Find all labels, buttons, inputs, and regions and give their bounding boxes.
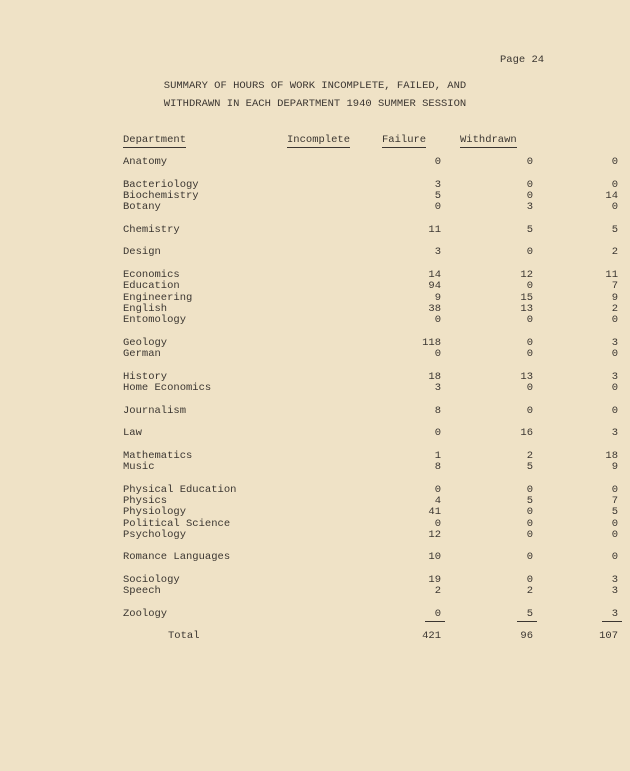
withdrawn-value: 9 — [611, 291, 618, 304]
failure-value: 0 — [526, 551, 533, 564]
department-name: Psychology — [123, 528, 187, 541]
withdrawn-value: 0 — [611, 404, 618, 417]
department-group — [123, 336, 618, 361]
failure-value: 0 — [526, 404, 533, 417]
table-row — [123, 461, 618, 474]
failure-value: 96 — [520, 630, 533, 643]
table-row — [123, 201, 618, 214]
failure-value: 16 — [520, 427, 533, 440]
department-name: German — [123, 348, 161, 361]
department-group — [123, 370, 618, 395]
withdrawn-value: 3 — [611, 336, 618, 349]
withdrawn-value: 3 — [611, 370, 618, 383]
header-department: Department — [123, 134, 187, 146]
incomplete-value: 0 — [434, 607, 441, 620]
withdrawn-value: 107 — [599, 630, 618, 643]
table-row — [123, 381, 618, 394]
incomplete-value: 4 — [434, 494, 441, 507]
table-row — [123, 483, 618, 496]
incomplete-value: 3 — [434, 381, 441, 394]
incomplete-value: 1 — [434, 449, 441, 462]
department-group — [123, 178, 618, 214]
table-row — [123, 528, 618, 541]
failure-value: 0 — [526, 246, 533, 259]
incomplete-value: 9 — [434, 291, 441, 304]
table-row — [123, 246, 618, 259]
table-row — [123, 280, 618, 293]
failure-value: 15 — [520, 291, 533, 304]
withdrawn-value: 0 — [611, 483, 618, 496]
department-name: Anatomy — [123, 156, 168, 168]
failure-value: 0 — [526, 573, 533, 586]
withdrawn-value: 14 — [605, 189, 618, 202]
department-group — [123, 427, 618, 440]
header-failure: Failure — [382, 134, 427, 146]
withdrawn-value: 0 — [611, 381, 618, 394]
table-row — [123, 291, 618, 304]
failure-value: 0 — [526, 483, 533, 496]
withdrawn-value: 0 — [611, 551, 618, 564]
department-name: Law — [123, 427, 142, 440]
failure-value: 0 — [526, 178, 533, 191]
department-name: Engineering — [123, 291, 193, 304]
incomplete-value: 0 — [434, 483, 441, 496]
incomplete-value: 94 — [428, 280, 441, 293]
failure-value: 5 — [526, 461, 533, 474]
failure-value: 13 — [520, 370, 533, 383]
department-group — [123, 573, 618, 598]
incomplete-value: 118 — [422, 336, 441, 349]
incomplete-value: 3 — [434, 178, 441, 191]
withdrawn-value: 0 — [611, 517, 618, 530]
department-name: Entomology — [123, 314, 187, 327]
department-name: Chemistry — [123, 223, 180, 236]
table-row — [123, 573, 618, 586]
incomplete-value: 0 — [434, 156, 441, 168]
table-row — [123, 585, 618, 598]
incomplete-value: 5 — [434, 189, 441, 202]
department-name: Political Science — [123, 517, 231, 530]
incomplete-value: 19 — [428, 573, 441, 586]
department-group — [123, 607, 618, 620]
withdrawn-value: 3 — [611, 427, 618, 440]
department-name: Design — [123, 246, 161, 259]
incomplete-value: 8 — [434, 461, 441, 474]
title-line-2: WITHDRAWN IN EACH DEPARTMENT 1940 SUMMER SESSION — [163, 98, 467, 110]
department-name: Education — [123, 280, 180, 293]
department-name: Geology — [123, 336, 168, 349]
withdrawn-value: 3 — [611, 607, 618, 620]
department-group — [123, 268, 618, 327]
incomplete-value: 0 — [434, 427, 441, 440]
table-row — [123, 449, 618, 462]
department-name: Physical Education — [123, 483, 237, 496]
table-row — [123, 189, 618, 202]
incomplete-value: 12 — [428, 528, 441, 541]
incomplete-value: 11 — [428, 223, 441, 236]
incomplete-value: 41 — [428, 506, 441, 519]
incomplete-value: 8 — [434, 404, 441, 417]
failure-value: 12 — [520, 268, 533, 281]
withdrawn-value: 5 — [611, 223, 618, 236]
header-incomplete: Incomplete — [287, 134, 351, 146]
incomplete-value: 421 — [422, 630, 441, 643]
failure-value: 0 — [526, 506, 533, 519]
department-name: Romance Languages — [123, 551, 231, 564]
department-group — [123, 223, 618, 236]
withdrawn-value: 7 — [611, 280, 618, 293]
failure-value: 0 — [526, 314, 533, 327]
failure-value: 3 — [526, 201, 533, 214]
withdrawn-value: 0 — [611, 528, 618, 541]
page-number: Page 24 — [500, 54, 545, 66]
department-group — [123, 449, 618, 474]
table-row — [123, 404, 618, 417]
table-row — [123, 506, 618, 519]
table-row — [123, 348, 618, 361]
department-name: Home Economics — [123, 381, 212, 394]
title-line-1: SUMMARY OF HOURS OF WORK INCOMPLETE, FAILED, AND — [163, 80, 467, 92]
failure-value: 5 — [526, 494, 533, 507]
failure-value: 0 — [526, 348, 533, 361]
withdrawn-value: 0 — [611, 201, 618, 214]
department-name: Zoology — [123, 607, 168, 620]
table-row — [123, 268, 618, 281]
withdrawn-value: 0 — [611, 314, 618, 327]
failure-value: 2 — [526, 449, 533, 462]
department-name: English — [123, 302, 168, 315]
incomplete-value: 10 — [428, 551, 441, 564]
withdrawn-value: 2 — [611, 246, 618, 259]
header-withdrawn: Withdrawn — [460, 134, 517, 146]
incomplete-value: 0 — [434, 314, 441, 327]
department-name: Mathematics — [123, 449, 193, 462]
withdrawn-value: 0 — [611, 156, 618, 168]
table-row — [123, 314, 618, 327]
incomplete-value: 2 — [434, 585, 441, 598]
department-name: Music — [123, 461, 155, 474]
summary-table — [123, 156, 618, 643]
incomplete-value: 14 — [428, 268, 441, 281]
department-group — [123, 483, 618, 541]
department-name: History — [123, 370, 168, 383]
withdrawn-value: 0 — [611, 178, 618, 191]
failure-value: 0 — [526, 156, 533, 168]
department-name: Biochemistry — [123, 189, 199, 202]
incomplete-value: 0 — [434, 201, 441, 214]
failure-value: 2 — [526, 585, 533, 598]
department-group — [123, 551, 618, 564]
incomplete-value: 3 — [434, 246, 441, 259]
incomplete-value: 0 — [434, 348, 441, 361]
department-group — [123, 156, 618, 168]
total-label: Total — [168, 630, 200, 643]
withdrawn-value: 7 — [611, 494, 618, 507]
failure-value: 5 — [526, 223, 533, 236]
table-row — [123, 156, 618, 168]
table-row — [123, 427, 618, 440]
department-name: Economics — [123, 268, 180, 281]
failure-value: 0 — [526, 280, 533, 293]
department-name: Botany — [123, 201, 161, 214]
withdrawn-value: 2 — [611, 302, 618, 315]
withdrawn-value: 3 — [611, 573, 618, 586]
table-row — [123, 551, 618, 564]
department-group — [123, 246, 618, 259]
table-row — [123, 223, 618, 236]
incomplete-value: 18 — [428, 370, 441, 383]
withdrawn-value: 18 — [605, 449, 618, 462]
failure-value: 0 — [526, 528, 533, 541]
total-row — [123, 630, 618, 643]
department-name: Bacteriology — [123, 178, 199, 191]
withdrawn-value: 3 — [611, 585, 618, 598]
withdrawn-value: 0 — [611, 348, 618, 361]
failure-value: 13 — [520, 302, 533, 315]
incomplete-value: 0 — [434, 517, 441, 530]
failure-value: 5 — [526, 607, 533, 620]
failure-value: 0 — [526, 336, 533, 349]
table-row — [123, 607, 618, 620]
failure-value: 0 — [526, 381, 533, 394]
table-row — [123, 336, 618, 349]
failure-value: 0 — [526, 517, 533, 530]
department-name: Speech — [123, 585, 161, 598]
department-group — [123, 404, 618, 417]
department-name: Physiology — [123, 506, 187, 519]
failure-value: 0 — [526, 189, 533, 202]
incomplete-value: 38 — [428, 302, 441, 315]
withdrawn-value: 11 — [605, 268, 618, 281]
withdrawn-value: 5 — [611, 506, 618, 519]
department-name: Physics — [123, 494, 168, 507]
department-name: Journalism — [123, 404, 187, 417]
department-name: Sociology — [123, 573, 180, 586]
withdrawn-value: 9 — [611, 461, 618, 474]
